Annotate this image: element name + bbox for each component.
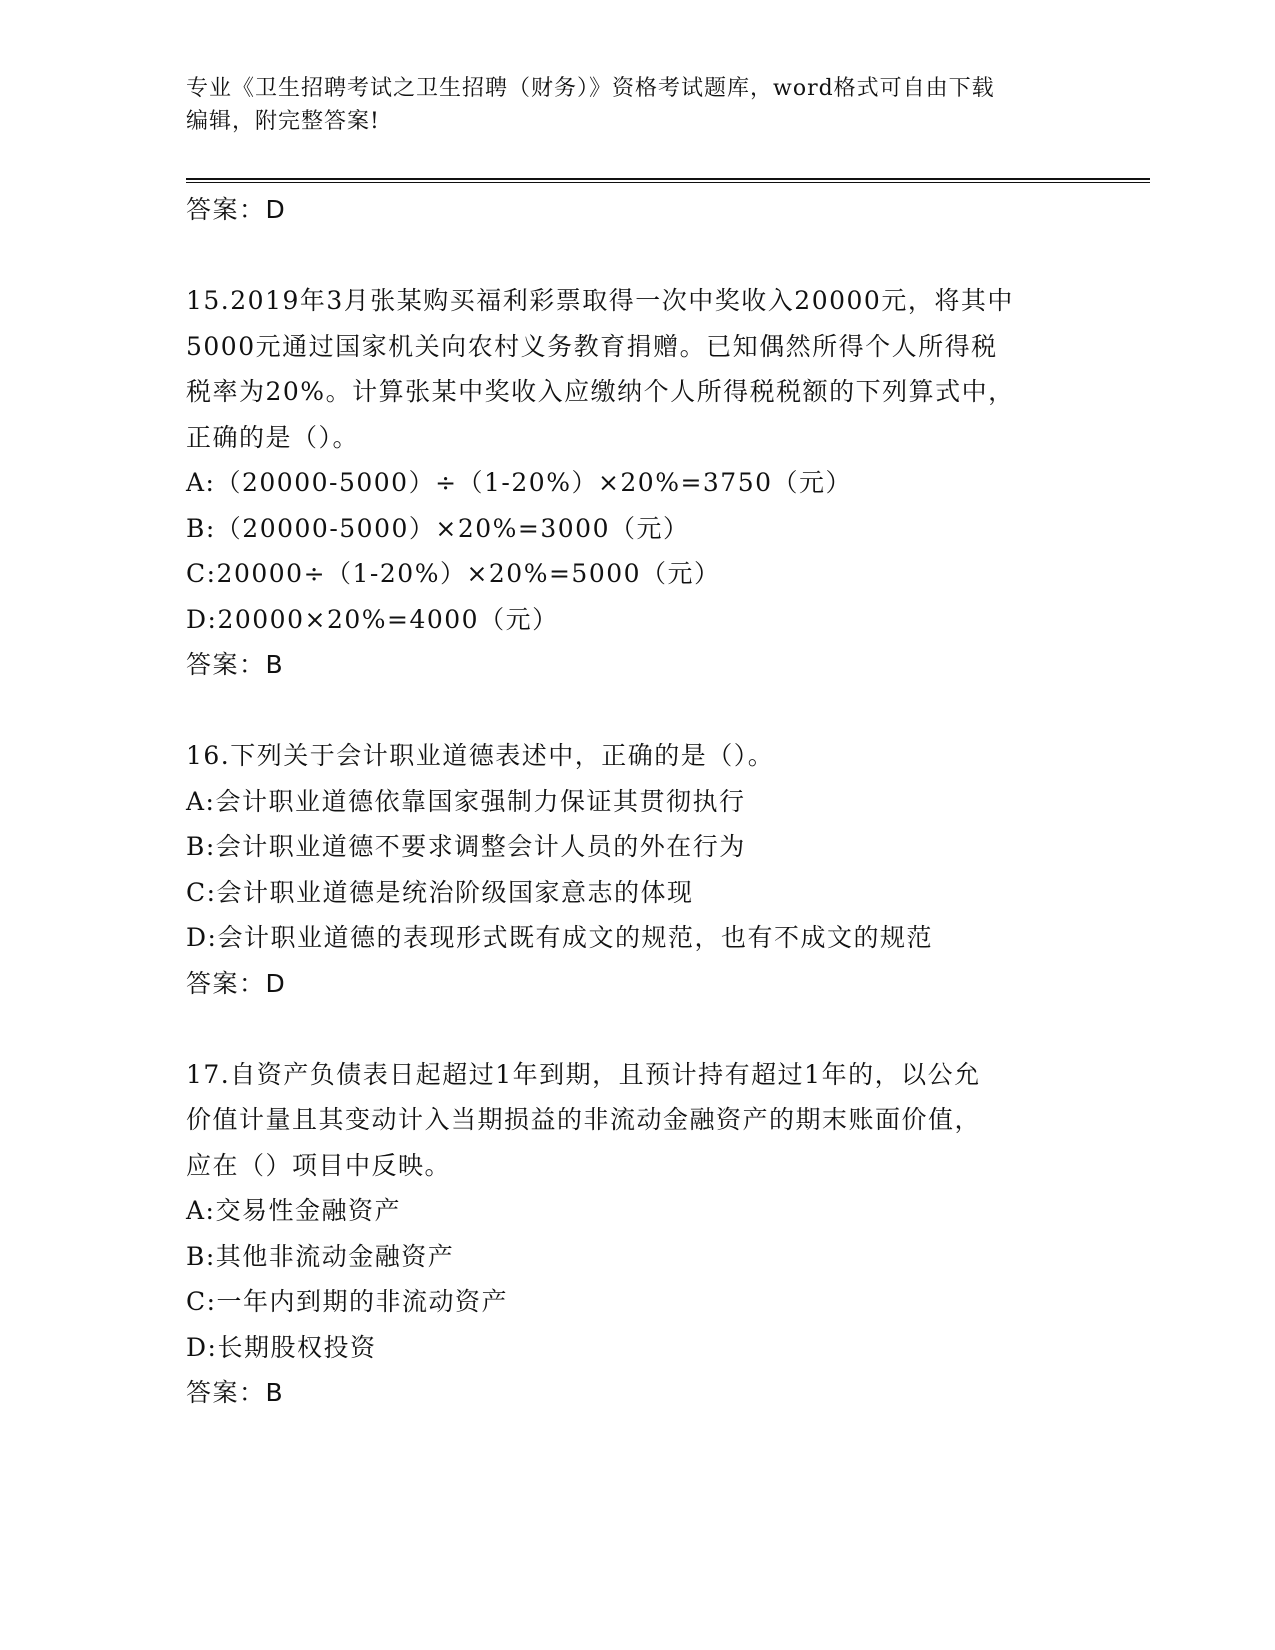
option-b: B:其他非流动金融资产 xyxy=(186,1241,455,1271)
question-content xyxy=(186,187,1086,1416)
question-stem-line: 17.自资产负债表日起超过1年到期，且预计持有超过1年的，以公允 xyxy=(186,1059,981,1089)
question-stem-line: 税率为20%。计算张某中奖收入应缴纳个人所得税税额的下列算式中， xyxy=(186,377,1015,406)
question-stem-line: 5000元通过国家机关向农村义务教育捐赠。已知偶然所得个人所得税 xyxy=(186,331,998,361)
option-a: A:（20000-5000）÷（1-20%）×20%=3750（元） xyxy=(186,468,853,497)
spacer xyxy=(186,688,1086,734)
header-divider-thin xyxy=(186,182,1150,183)
question-stem-line: 正确的是（）。 xyxy=(186,422,360,452)
header-line-2: 编辑，附完整答案! xyxy=(186,109,380,134)
header-line-1: 专业《卫生招聘考试之卫生招聘（财务）》资格考试题库，word格式可自由下载 xyxy=(186,76,995,101)
answer-line: 答案：D xyxy=(186,968,287,998)
question-stem-line: 应在（）项目中反映。 xyxy=(186,1150,452,1180)
answer-line: 答案：B xyxy=(186,1378,285,1407)
option-a: A:交易性金融资产 xyxy=(186,1196,401,1225)
option-d: D:长期股权投资 xyxy=(186,1332,377,1362)
question-stem-line: 15.2019年3月张某购买福利彩票取得一次中奖收入20000元，将其中 xyxy=(186,286,1014,315)
option-c: C:一年内到期的非流动资产 xyxy=(186,1287,509,1316)
question-stem-line: 价值计量且其变动计入当期损益的非流动金融资产的期末账面价值， xyxy=(186,1105,982,1134)
option-c: C:20000÷（1-20%）×20%=5000（元） xyxy=(186,559,721,588)
question-stem-line: 16.下列关于会计职业道德表述中，正确的是（）。 xyxy=(186,741,775,770)
spacer xyxy=(186,1006,1086,1052)
option-d: D:会计职业道德的表现形式既有成文的规范，也有不成文的规范 xyxy=(186,923,933,952)
option-c: C:会计职业道德是统治阶级国家意志的体现 xyxy=(186,877,694,907)
question-16 xyxy=(186,733,1086,1006)
option-d: D:20000×20%=4000（元） xyxy=(186,604,559,634)
option-b: B:会计职业道德不要求调整会计人员的外在行为 xyxy=(186,832,746,861)
spacer xyxy=(186,233,1086,279)
option-a: A:会计职业道德依靠国家强制力保证其贯彻执行 xyxy=(186,786,746,816)
page-header xyxy=(186,72,1066,138)
question-17 xyxy=(186,1052,1086,1416)
option-b: B:（20000-5000）×20%=3000（元） xyxy=(186,513,690,543)
answer-line: 答案：B xyxy=(186,650,285,679)
question-15 xyxy=(186,278,1086,688)
header-divider xyxy=(186,178,1150,180)
answer-line: 答案：D xyxy=(186,195,287,224)
